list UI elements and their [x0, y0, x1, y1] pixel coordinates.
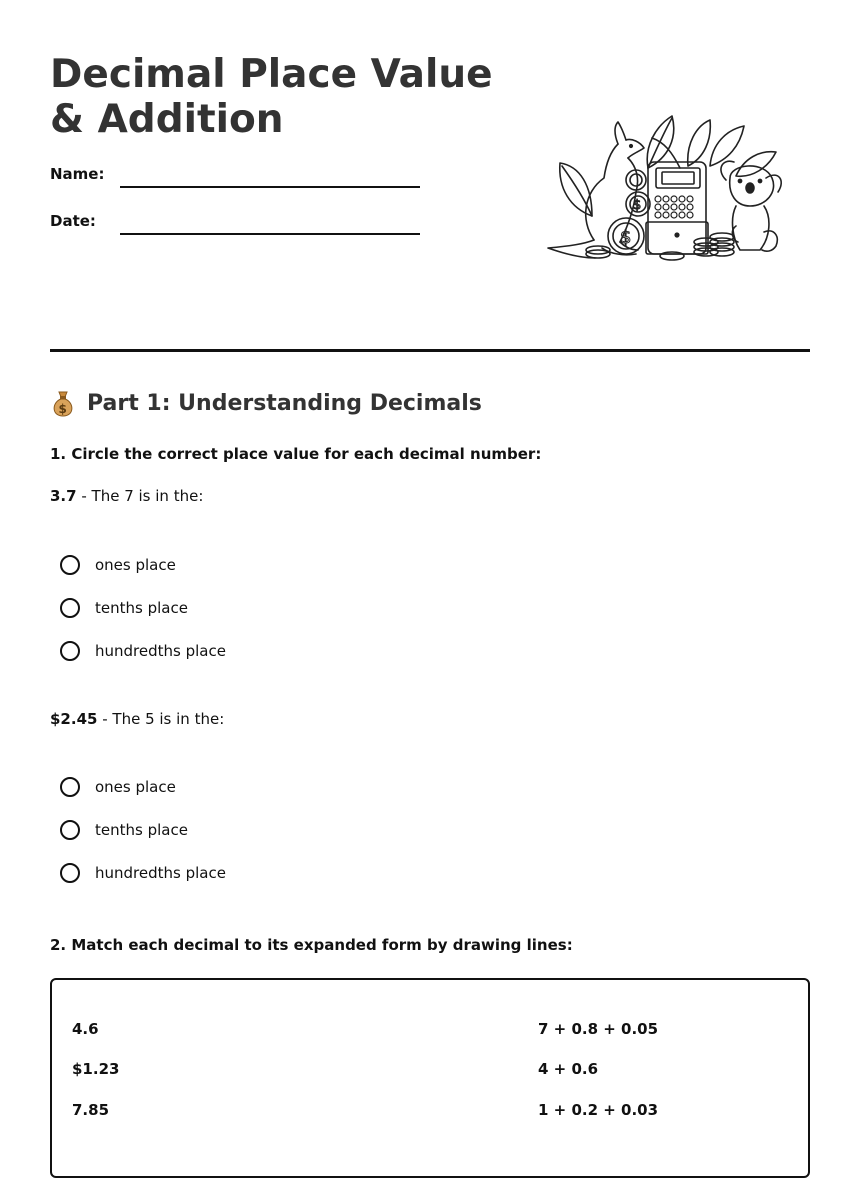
radio-circle[interactable]: [60, 641, 80, 661]
svg-text:$: $: [633, 198, 642, 213]
section-divider: [50, 349, 810, 352]
match-left-item[interactable]: 4.6: [72, 1020, 99, 1038]
question-1a-option-3[interactable]: [60, 641, 226, 661]
svg-text:$: $: [58, 402, 67, 416]
radio-circle[interactable]: [60, 777, 80, 797]
question-1a-rest: - The 7 is in the:: [76, 487, 204, 505]
question-1b-number: $2.45: [50, 710, 98, 728]
matching-box: [50, 978, 810, 1178]
question-2-text: 2. Match each decimal to its expanded form by drawing lines:: [50, 936, 573, 954]
question-1a-option-1[interactable]: [60, 555, 176, 575]
date-line[interactable]: [120, 233, 420, 235]
radio-circle[interactable]: [60, 820, 80, 840]
question-1a-option-2[interactable]: [60, 598, 188, 618]
radio-circle[interactable]: [60, 863, 80, 883]
option-label: hundredths place: [95, 642, 226, 660]
option-label: ones place: [95, 778, 176, 796]
question-1-text: 1. Circle the correct place value for each decimal number:: [50, 445, 542, 463]
name-label: Name:: [50, 165, 105, 183]
question-1b-option-2[interactable]: [60, 820, 188, 840]
match-right-item[interactable]: 1 + 0.2 + 0.03: [538, 1101, 659, 1119]
option-label: ones place: [95, 556, 176, 574]
question-1b-prompt: [50, 710, 224, 728]
match-left-item[interactable]: $1.23: [72, 1060, 120, 1078]
option-label: hundredths place: [95, 864, 226, 882]
svg-text:$: $: [620, 227, 632, 248]
worksheet-title: Decimal Place Value & Addition: [50, 52, 493, 142]
question-1b-option-3[interactable]: [60, 863, 226, 883]
option-label: tenths place: [95, 599, 188, 617]
match-right-item[interactable]: 4 + 0.6: [538, 1060, 599, 1078]
question-1a-number: 3.7: [50, 487, 77, 505]
kangaroo-koala-register-illustration: [540, 108, 790, 268]
money-bag-icon: [50, 388, 76, 418]
date-label: Date:: [50, 212, 96, 230]
option-label: tenths place: [95, 821, 188, 839]
part1-title-text: Part 1: Understanding Decimals: [87, 390, 482, 416]
question-1a-prompt: [50, 487, 203, 505]
name-line[interactable]: [120, 186, 420, 188]
match-right-item[interactable]: 7 + 0.8 + 0.05: [538, 1020, 659, 1038]
radio-circle[interactable]: [60, 555, 80, 575]
match-left-item[interactable]: 7.85: [72, 1101, 110, 1119]
part1-title: [50, 388, 482, 418]
question-1b-option-1[interactable]: [60, 777, 176, 797]
radio-circle[interactable]: [60, 598, 80, 618]
question-1b-rest: - The 5 is in the:: [97, 710, 225, 728]
